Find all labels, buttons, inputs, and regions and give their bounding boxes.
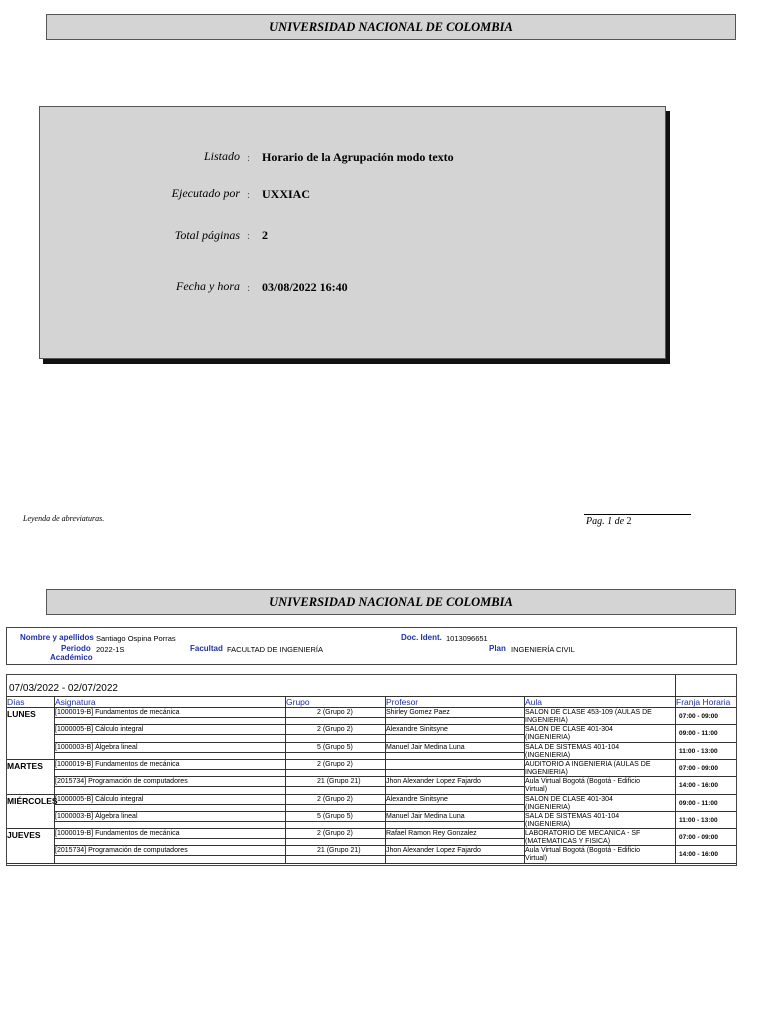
name-label: Nombre y apellidos	[20, 633, 94, 642]
fecha-value: 03/08/2022 16:40	[262, 280, 348, 294]
row-rule	[7, 794, 736, 795]
row-aula-line1: Aula Virtual Bogotá (Bogotá - Edificio	[525, 847, 641, 855]
ejecutado-colon: :	[247, 189, 251, 201]
row-franja: 11:00 - 13:00	[679, 816, 718, 824]
periodo-value: 2022-1S	[96, 645, 125, 654]
university-title-bar	[46, 14, 736, 40]
row-grupo: 21 (Grupo 21)	[317, 778, 361, 786]
row-profesor: Alexandre Sinitsyne	[386, 726, 448, 734]
row-inner-rule	[55, 717, 525, 718]
row-asignatura: [1000019-B] Fundamentos de mecánica	[55, 760, 180, 768]
column-divider	[524, 697, 525, 864]
row-grupo: 5 (Grupo 5)	[317, 743, 353, 751]
row-inner-rule	[55, 838, 525, 839]
row-aula-line2: INGENIERIA)	[525, 717, 568, 724]
row-grupo: 2 (Grupo 2)	[317, 795, 353, 803]
row-aula-line2: (MATEMATICAS Y FISICA)	[525, 838, 611, 846]
row-franja: 14:00 - 16:00	[679, 782, 719, 790]
row-profesor: Jhon Alexander Lopez Fajardo	[386, 847, 481, 855]
row-franja: 11:00 - 13:00	[679, 747, 718, 755]
page-number-rule	[584, 514, 691, 515]
row-profesor: Shirley Gomez Paez	[386, 709, 450, 716]
row-day: MARTES	[7, 760, 43, 771]
row-asignatura: [1000005-B] Cálculo integral	[55, 795, 144, 803]
row-aula-line1: SALON DE CLASE 401-304	[525, 726, 613, 734]
row-asignatura: [1000003-B] Álgebra lineal	[55, 812, 138, 820]
fecha-colon: :	[247, 282, 251, 294]
row-day: MIÉRCOLES	[7, 795, 58, 806]
listado-value: Horario de la Agrupación modo texto	[262, 150, 454, 164]
row-asignatura: [1000003-B] Álgebra lineal	[55, 743, 138, 751]
ejecutado-value: UXXIAC	[262, 187, 310, 201]
row-profesor: Manuel Jair Medina Luna	[386, 743, 465, 751]
row-grupo: 2 (Grupo 2)	[317, 726, 353, 734]
row-asignatura: [2015734] Programación de computadores	[55, 778, 188, 786]
row-profesor: Alexandre Sinitsyne	[386, 795, 448, 803]
university-title: UNIVERSIDAD NACIONAL DE COLOMBIA	[269, 19, 513, 34]
doc-value: 1013096651	[446, 634, 488, 643]
row-rule	[55, 845, 736, 846]
plan-label: Plan	[489, 644, 506, 653]
header-rule	[7, 707, 736, 708]
total-value: 2	[262, 228, 268, 242]
row-franja: 07:00 - 09:00	[679, 713, 719, 720]
row-grupo: 2 (Grupo 2)	[317, 709, 353, 716]
row-inner-rule	[55, 734, 525, 735]
row-asignatura: [1000005-B] Cálculo integral	[55, 726, 144, 734]
row-aula-line2: Virtual)	[525, 786, 548, 794]
header-asignatura: Asignatura	[55, 697, 96, 707]
row-aula-line2: INGENIERIA)	[525, 768, 568, 776]
university-title-bar-2	[46, 589, 736, 615]
fecha-label: Fecha y hora	[176, 279, 240, 293]
row-rule	[55, 776, 736, 777]
row-aula-line1: SALON DE CLASE 453-109 (AULAS DE	[525, 709, 652, 716]
header-dias: Días	[7, 697, 25, 707]
total-label: Total páginas	[174, 228, 240, 242]
date-range: 07/03/2022 - 02/07/2022	[9, 683, 118, 694]
column-divider	[285, 697, 286, 864]
row-grupo: 5 (Grupo 5)	[317, 812, 353, 820]
row-franja: 07:00 - 09:00	[679, 764, 719, 772]
page-number-prefix: Pag. 1 de	[586, 516, 625, 527]
row-profesor: Jhon Alexander Lopez Fajardo	[386, 778, 481, 786]
schedule-table	[6, 674, 737, 866]
row-grupo: 2 (Grupo 2)	[317, 830, 353, 838]
row-aula-line2: Virtual)	[525, 855, 548, 863]
row-rule	[55, 742, 736, 743]
row-franja: 14:00 - 16:00	[679, 851, 719, 859]
row-rule	[55, 811, 736, 812]
row-inner-rule	[55, 786, 525, 787]
row-aula-line2: (INGENIERIA)	[525, 820, 571, 828]
header-franja: Franja Horaria	[676, 697, 731, 707]
header-grupo: Grupo	[286, 697, 310, 707]
row-rule	[7, 828, 736, 829]
row-day: JUEVES	[7, 830, 41, 841]
university-title-2: UNIVERSIDAD NACIONAL DE COLOMBIA	[269, 594, 513, 609]
row-inner-rule	[55, 769, 525, 770]
row-franja: 09:00 - 11:00	[679, 730, 718, 738]
row-rule	[55, 724, 736, 725]
row-aula-line1: LABORATORIO DE MECANICA - SF	[525, 830, 641, 838]
plan-value: INGENIERÍA CIVIL	[511, 645, 575, 654]
listado-label: Listado	[203, 149, 240, 163]
column-divider	[54, 697, 55, 864]
facultad-value: FACULTAD DE INGENIERÍA	[227, 645, 323, 654]
row-asignatura: [2015734] Programación de computadores	[55, 847, 188, 855]
row-grupo: 21 (Grupo 21)	[317, 847, 361, 855]
row-asignatura: [1000019-B] Fundamentos de mecánica	[55, 709, 180, 716]
student-info-box	[6, 627, 737, 665]
doc-label: Doc. Ident.	[401, 633, 442, 642]
row-franja: 07:00 - 09:00	[679, 834, 719, 842]
column-divider	[385, 697, 386, 864]
row-aula-line1: SALA DE SISTEMAS 401-104	[525, 812, 620, 820]
row-day: LUNES	[7, 709, 36, 719]
row-aula-line2: (INGENIERIA)	[525, 734, 571, 742]
row-profesor: Rafael Ramon Rey Gonzalez	[386, 830, 477, 838]
facultad-label: Facultad	[190, 644, 223, 653]
row-inner-rule	[55, 821, 525, 822]
row-inner-rule	[55, 752, 525, 753]
row-asignatura: [1000019-B] Fundamentos de mecánica	[55, 830, 180, 838]
row-inner-rule	[55, 804, 525, 805]
row-aula-line1: SALA DE SISTEMAS 401-104	[525, 743, 620, 751]
row-aula-line2: (INGENIERIA)	[525, 803, 571, 811]
total-colon: :	[247, 230, 251, 242]
header-aula: Aula	[525, 697, 543, 707]
abbreviation-legend: Leyenda de abreviaturas.	[23, 514, 105, 523]
listado-colon: :	[247, 152, 251, 164]
periodo-label: Periodo	[61, 644, 91, 653]
row-rule	[7, 863, 736, 864]
row-grupo: 2 (Grupo 2)	[317, 760, 353, 768]
row-inner-rule	[55, 855, 525, 856]
page-number	[586, 516, 632, 527]
range-rule	[7, 696, 736, 697]
row-aula-line1: AUDITORIO A INGENIERIA (AULAS DE	[525, 760, 651, 768]
row-franja: 09:00 - 11:00	[679, 799, 718, 807]
range-divider	[675, 675, 676, 697]
page-number-total: 2	[626, 516, 632, 527]
row-profesor: Manuel Jair Medina Luna	[386, 812, 465, 820]
report-info-box	[39, 106, 666, 359]
row-aula-line1: Aula Virtual Bogotá (Bogotá - Edificio	[525, 778, 641, 786]
column-divider	[675, 697, 676, 864]
name-value: Santiago Ospina Porras	[96, 634, 176, 643]
ejecutado-label: Ejecutado por	[171, 186, 240, 200]
academico-label: Académico	[50, 653, 93, 662]
row-rule	[7, 759, 736, 760]
row-aula-line2: (INGENIERIA)	[525, 751, 571, 759]
header-profesor: Profesor	[386, 697, 419, 707]
row-aula-line1: SALON DE CLASE 401-304	[525, 795, 613, 803]
